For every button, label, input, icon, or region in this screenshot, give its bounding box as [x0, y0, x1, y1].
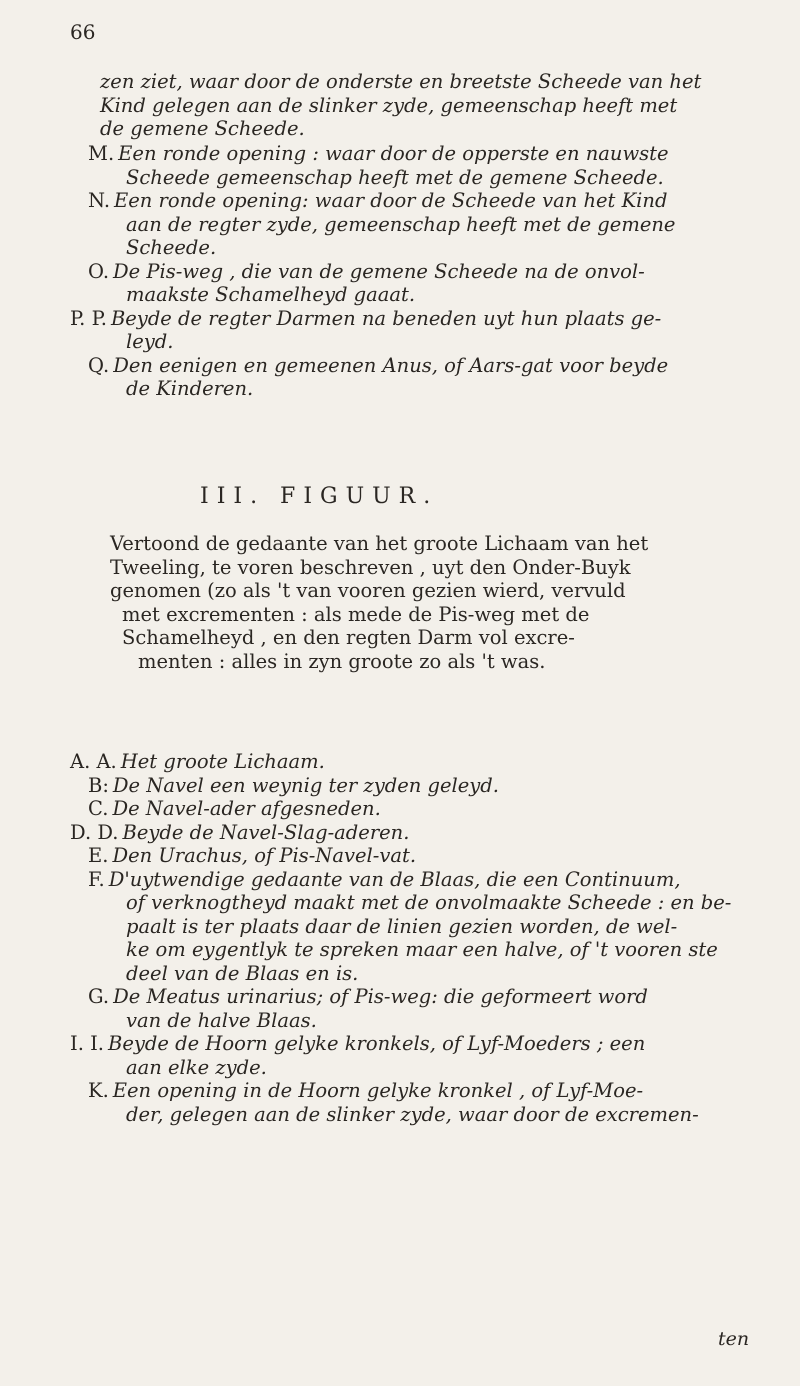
entry-text: aan elke zyde.	[126, 1055, 267, 1079]
entry-text: De Pis-weg , die van de gemene Scheede na de onvol-	[113, 259, 645, 283]
paragraph-line: genomen (zo als 't van vooren gezien wierd, vervuld	[110, 579, 626, 602]
legend-entry-f	[70, 868, 760, 986]
entry-label: B:	[88, 773, 109, 797]
entry-text: aan de regter zyde, gemeenschap heeft met de gemene	[126, 212, 676, 236]
legend-entry-m	[70, 142, 760, 189]
paragraph-line: menten : alles in zyn groote zo als 't was.	[138, 649, 546, 673]
text-line: Kind gelegen aan de slinker zyde, gemeenschap heeft met	[100, 93, 678, 117]
legend-entry-o	[70, 260, 760, 307]
entry-text: Scheede gemeenschap heeft met de gemene Scheede.	[126, 165, 664, 189]
entry-text: paalt is ter plaats daar de linien gezien worden, de wel-	[126, 914, 678, 938]
entry-label: M.	[88, 142, 115, 165]
entry-text: Een opening in de Hoorn gelyke kronkel , of Lyf-Moe-	[112, 1079, 644, 1102]
legend-entry-d	[70, 821, 760, 845]
entry-label: G.	[88, 985, 110, 1008]
legend-entry-a	[70, 750, 760, 774]
entry-label: K.	[88, 1079, 109, 1102]
legend-bottom	[70, 750, 760, 1126]
entry-label: E.	[88, 844, 109, 867]
entry-text: De Navel een weynig ter zyden geleyd.	[112, 773, 499, 797]
entry-text: of verknogtheyd maakt met de onvolmaakte Scheede : en be-	[126, 891, 732, 914]
paragraph-line: Vertoond de gedaante van het groote Lichaam van het	[110, 532, 649, 555]
entry-text: Den eenigen en gemeenen Anus, of Aars-gat voor beyde	[113, 353, 669, 377]
entry-text: Het groote Lichaam.	[120, 750, 325, 773]
entry-text: leyd.	[126, 330, 174, 353]
entry-label: P. P.	[70, 306, 107, 330]
entry-label: C.	[88, 797, 109, 820]
entry-text: De Navel-ader afgesneden.	[112, 797, 381, 820]
entry-label: O.	[88, 259, 110, 283]
figure-heading: III. FIGUUR.	[200, 484, 439, 509]
entry-text: de Kinderen.	[126, 377, 254, 400]
paragraph-line: Schamelheyd , en den regten Darm vol excre-	[122, 626, 575, 649]
entry-label: F.	[88, 867, 105, 891]
entry-text: Beyde de Navel-Slag-aderen.	[122, 820, 410, 844]
legend-entry-n	[70, 189, 760, 260]
text-line: de gemene Scheede.	[100, 117, 305, 140]
entry-text: Beyde de regter Darmen na beneden uyt hun plaats ge-	[110, 306, 662, 330]
catchword: ten	[718, 1328, 750, 1350]
legend-entry-c	[70, 797, 760, 821]
entry-text: van de halve Blaas.	[126, 1008, 317, 1032]
description-paragraph	[110, 532, 750, 673]
entry-text: De Meatus urinarius; of Pis-weg: die geformeert word	[113, 985, 648, 1008]
entry-text: maakste Schamelheyd gaaat.	[126, 283, 416, 306]
entry-text: Een ronde opening: waar door de Scheede van het Kind	[114, 189, 668, 212]
entry-label: D. D.	[70, 820, 119, 844]
entry-text: Een ronde opening : waar door de opperste en nauwste	[118, 142, 669, 165]
legend-entry-b	[70, 774, 760, 798]
entry-text: Den Urachus, of Pis-Navel-vat.	[112, 844, 417, 867]
entry-text: Scheede.	[126, 236, 217, 259]
legend-entry-e	[70, 844, 760, 868]
text-top	[70, 70, 760, 141]
entry-label: A. A.	[70, 750, 117, 773]
entry-label: I. I.	[70, 1032, 105, 1055]
legend-entry-i	[70, 1032, 760, 1079]
legend-entry-p	[70, 307, 760, 354]
entry-text: D'uytwendige gedaante van de Blaas, die een Continuum,	[108, 867, 681, 891]
legend-entry-q	[70, 354, 760, 401]
legend-entry-k	[70, 1079, 760, 1126]
page-number: 66	[70, 20, 96, 44]
paragraph-line: met excrementen : als mede de Pis-weg met de	[122, 602, 590, 626]
entry-label: Q.	[88, 353, 110, 377]
entry-text: ke om eygentlyk te spreken maar een halve, of 't vooren ste	[126, 938, 718, 961]
entry-text: Beyde de Hoorn gelyke kronkels, of Lyf-Moeders ; een	[108, 1032, 646, 1055]
entry-text: der, gelegen aan de slinker zyde, waar door de excremen-	[126, 1102, 699, 1126]
legend-entry-g	[70, 985, 760, 1032]
legend-top	[70, 142, 760, 401]
paragraph-line: Tweeling, te voren beschreven , uyt den Onder-Buyk	[110, 555, 631, 579]
entry-label: N.	[88, 189, 111, 212]
entry-text: deel van de Blaas en is.	[126, 961, 359, 985]
text-line: zen ziet, waar door de onderste en breetste Scheede van het	[100, 70, 702, 93]
